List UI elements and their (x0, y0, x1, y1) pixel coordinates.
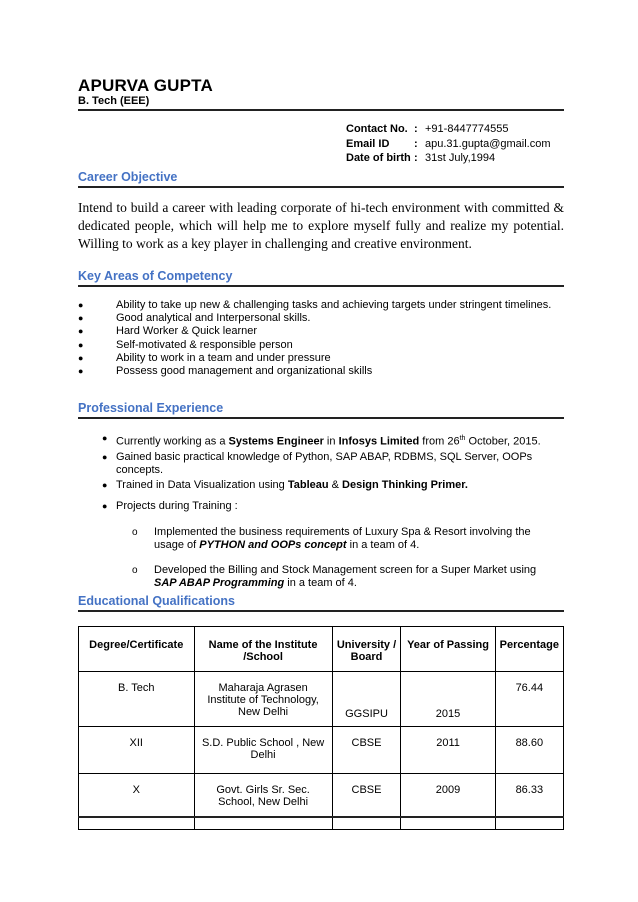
bullet-icon: ● (102, 501, 108, 512)
contact-email-row (346, 137, 551, 152)
bullet-icon: ● (102, 433, 108, 443)
section-title-objective: Career Objective (78, 170, 178, 184)
date-superscript: th (459, 435, 466, 442)
project-list (78, 526, 558, 591)
table-header-row (79, 627, 564, 672)
sub-bullet-icon: o (132, 565, 138, 577)
experience-text: & (328, 479, 343, 492)
education-divider (78, 610, 564, 612)
table-cell: 2015 (401, 672, 495, 727)
competency-text: Hard Worker & Quick learner (116, 325, 258, 338)
experience-text: Currently working as a (116, 435, 229, 448)
competency-text: Possess good management and organizational skills (116, 365, 373, 378)
table-cell: 2009 (401, 774, 495, 830)
experience-tool: Tableau (287, 479, 329, 492)
contact-phone-value: +91-8447774555 (425, 123, 509, 135)
bullet-icon: ● (78, 300, 84, 310)
list-item (78, 500, 558, 513)
contact-phone-row (346, 122, 551, 137)
footer-divider (78, 816, 564, 818)
competency-text: Self-motivated & responsible person (116, 338, 293, 351)
contact-dob-label: Date of birth (346, 152, 411, 164)
experience-text: Trained in Data Visualization using (116, 479, 288, 492)
header-divider (78, 109, 564, 111)
contact-email-label: Email ID (346, 137, 390, 150)
experience-company: Infosys Limited (338, 435, 420, 448)
list-item (78, 451, 558, 477)
experience-text: in (323, 435, 339, 448)
project-item (78, 564, 558, 590)
contact-phone-label: Contact No. (346, 123, 408, 135)
section-title-experience: Professional Experience (78, 401, 224, 415)
education-table (78, 626, 564, 830)
table-row (79, 672, 564, 727)
contact-dob-colon: : (414, 152, 418, 164)
bullet-icon: ● (102, 451, 108, 462)
contact-email-colon: : (414, 137, 418, 150)
candidate-degree: B. Tech (EEE) (78, 95, 150, 107)
contact-dob-value: 31st July,1994 (425, 152, 496, 164)
table-cell: 86.33 (495, 774, 563, 830)
competency-divider (78, 285, 564, 287)
section-title-education: Educational Qualifications (78, 594, 235, 608)
table-cell: GGSIPU (332, 672, 401, 727)
project-tech: PYTHON and OOPs concept (199, 538, 347, 551)
table-cell: XII (79, 727, 195, 774)
experience-text: October, 2015. (465, 435, 541, 448)
column-header: Percentage (495, 627, 563, 672)
project-tech: SAP ABAP Programming (154, 577, 285, 590)
sub-bullet-icon: o (132, 526, 138, 538)
list-item (78, 312, 551, 325)
list-item (78, 365, 551, 378)
table-cell: B. Tech (79, 672, 195, 727)
project-item (78, 526, 558, 552)
contact-phone-colon: : (414, 123, 418, 135)
table-cell: S.D. Public School , New Delhi (194, 727, 332, 774)
candidate-name: APURVA GUPTA (78, 76, 213, 95)
contact-block (346, 122, 551, 166)
projects-container (78, 526, 558, 591)
table-cell: 76.44 (495, 672, 563, 727)
experience-tool: Design Thinking Primer. (342, 479, 468, 492)
experience-list (78, 432, 558, 602)
column-header: Year of Passing (401, 627, 495, 672)
column-header: University / Board (332, 627, 401, 672)
table-cell: Maharaja Agrasen Institute of Technology, New Delhi (194, 672, 332, 727)
objective-divider (78, 186, 564, 188)
project-text: in a team of 4. (346, 538, 420, 551)
table-cell: CBSE (332, 774, 401, 830)
project-text: Implemented the business requirements of Luxury Spa & Resort involving the usage of (154, 525, 531, 551)
column-header: Degree/Certificate (79, 627, 195, 672)
table-row (79, 774, 564, 830)
project-text: in a team of 4. (284, 577, 357, 590)
experience-text: Gained basic practical knowledge of Python, SAP ABAP, RDBMS, SQL Server, OOPs concepts. (116, 450, 533, 477)
table-cell: Govt. Girls Sr. Sec. School, New Delhi (194, 774, 332, 830)
section-title-competency: Key Areas of Competency (78, 269, 233, 283)
experience-text: Projects during Training : (116, 500, 238, 513)
competency-text: Ability to work in a team and under pressure (116, 351, 331, 364)
bullet-icon: ● (78, 313, 84, 324)
contact-dob-row (346, 151, 551, 166)
bullet-icon: ● (78, 366, 84, 377)
list-item (78, 299, 551, 312)
table-cell: 88.60 (495, 727, 563, 774)
list-item (78, 325, 551, 338)
project-text: Developed the Billing and Stock Management screen for a Super Market using (154, 564, 537, 577)
experience-divider (78, 417, 564, 419)
bullet-icon: ● (78, 326, 84, 337)
list-item (78, 352, 551, 365)
table-cell: CBSE (332, 727, 401, 774)
table-cell: 2011 (401, 727, 495, 774)
bullet-icon: ● (78, 352, 84, 363)
bullet-icon: ● (78, 339, 84, 350)
list-item (78, 339, 551, 352)
contact-email-value: apu.31.gupta@gmail.com (425, 137, 551, 150)
list-item (78, 479, 558, 492)
competency-text: Ability to take up new & challenging tasks and achieving targets under stringent timelines. (116, 299, 552, 311)
table-row (79, 727, 564, 774)
experience-text: from 26 (419, 435, 460, 448)
experience-role: Systems Engineer (228, 435, 324, 448)
column-header: Name of the Institute /School (194, 627, 332, 672)
objective-text: Intend to build a career with leading corporate of hi-tech environment with committed & dedicated people, which will help me to explore myself fully and realize my potential. Willing to work as a key player in challenging and creative environment. (78, 200, 564, 251)
competency-text: Good analytical and Interpersonal skills. (116, 312, 311, 325)
bullet-icon: ● (102, 480, 108, 491)
table-cell: X (79, 774, 195, 830)
competency-list (78, 299, 551, 378)
list-item (78, 432, 558, 449)
